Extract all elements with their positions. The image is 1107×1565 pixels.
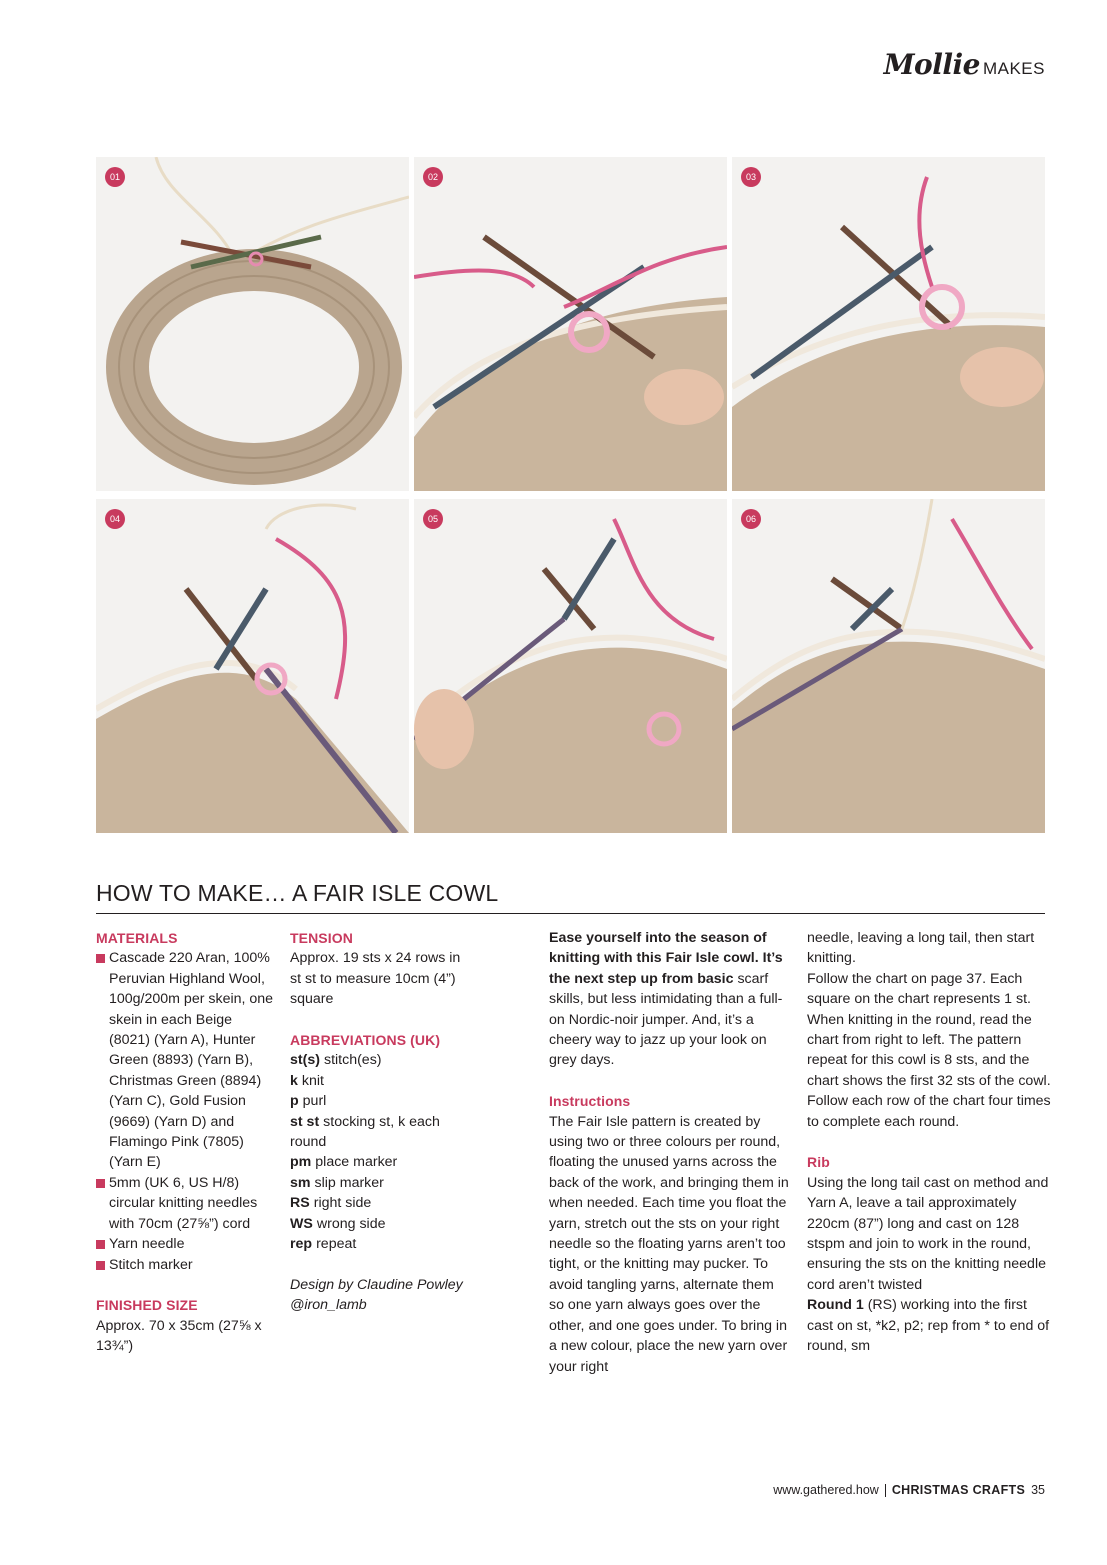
knitting-marker-illustration xyxy=(732,157,1045,491)
title-divider xyxy=(96,913,1045,914)
materials-item: Yarn needle xyxy=(96,1234,276,1254)
step-number-badge: 06 xyxy=(741,509,761,529)
materials-heading: MATERIALS xyxy=(96,930,178,946)
materials-item: 5mm (UK 6, US H/8) circular knitting needles with 70cm (27⅝”) cord xyxy=(96,1173,276,1234)
abbreviation-item: pm place marker xyxy=(290,1154,398,1171)
knitting-float-illustration xyxy=(414,499,727,833)
abbreviation-item: st(s) stitch(es) xyxy=(290,1052,382,1069)
tension-heading: TENSION xyxy=(290,930,353,946)
materials-column xyxy=(96,928,276,1357)
page-number: 35 xyxy=(1031,1483,1045,1497)
abbreviation-item: rep repeat xyxy=(290,1236,357,1253)
finished-size-heading: FINISHED SIZE xyxy=(96,1297,198,1314)
materials-item: Cascade 220 Aran, 100% Peruvian Highland Wool, 100g/200m per skein, one skein in each Beige (8021) (Yarn A), Hunter Green (8893) (Yarn B), Christmas Green (8894) (Yarn C), Gold Fusion (9669) (Yarn D) and Flamingo Pink (7805) (Yarn E) xyxy=(96,948,276,1172)
step-photo-05 xyxy=(414,499,727,833)
instructions-paragraph-2: Follow the chart on page 37. Each square on the chart represents 1 st. When knitting in the round, read the chart from right to left. The pattern repeat for this cowl is 8 sts, and the chart shows the first 32 sts of the cowl. Follow each row of the chart four times to complete each round. xyxy=(807,970,1051,1130)
instructions-paragraph-1: The Fair Isle pattern is created by using two or three colours per round, floating the unused yarns across the back of the work, and bringing them in when needed. Each time you float the yarn, stretch out the sts on your right needle so the floating yarns aren’t too tight, or the knitting may pucker. To avoid tangling yarns, alternate them so one yarn always goes over the other, and one goes under. To bring in a new colour, place the new yarn over your right xyxy=(549,1113,789,1375)
step-number-badge: 01 xyxy=(105,167,125,187)
brand-logo xyxy=(884,48,1045,81)
instructions-continuation: needle, leaving a long tail, then start knitting. xyxy=(807,930,1035,967)
knitting-ring-illustration xyxy=(96,157,409,491)
abbreviation-item: WS wrong side xyxy=(290,1215,386,1232)
step-number-badge: 05 xyxy=(423,509,443,529)
rib-column xyxy=(807,928,1052,1357)
page-footer xyxy=(773,1483,1045,1497)
materials-item: Stitch marker xyxy=(96,1255,276,1275)
instructions-heading: Instructions xyxy=(549,1093,631,1110)
step-number-badge: 02 xyxy=(423,167,443,187)
knitting-yarn-illustration xyxy=(96,499,409,833)
design-credit: Design by Claudine Powley @iron_lamb xyxy=(290,1276,463,1314)
step-number-badge: 03 xyxy=(741,167,761,187)
finished-size-text: Approx. 70 x 35cm (27⅝ x 13¾”) xyxy=(96,1317,262,1355)
step-photo-03 xyxy=(732,157,1045,491)
footer-separator xyxy=(885,1484,886,1497)
rib-paragraph: Using the long tail cast on method and Yarn A, leave a tail approximately 220cm (87”) long and cast on 128 stspm and join to work in the round, ensuring the sts on the knitting needle cord aren’t twisted xyxy=(807,1174,1049,1293)
step-number-badge: 04 xyxy=(105,509,125,529)
step-photo-grid xyxy=(96,157,1045,833)
page-title: HOW TO MAKE… A FAIR ISLE COWL xyxy=(96,880,499,906)
knitting-needles-illustration xyxy=(414,157,727,491)
intro-paragraph: Ease yourself into the season of knitting with this Fair Isle cowl. It’s the next step up from basic scarf skills, but less intimidating than a full-on Nordic-noir jumper. And, it’s a cheery way to jazz up your look on grey days. xyxy=(549,930,783,1069)
rib-heading: Rib xyxy=(807,1154,830,1171)
abbreviation-item: p purl xyxy=(290,1093,327,1110)
brand-word: MAKES xyxy=(982,59,1045,78)
tension-text: Approx. 19 sts x 24 rows in st st to measure 10cm (4”) square xyxy=(290,950,461,1008)
footer-url: www.gathered.how xyxy=(773,1483,879,1497)
step-photo-02 xyxy=(414,157,727,491)
abbreviations-heading: ABBREVIATIONS (UK) xyxy=(290,1032,441,1049)
abbreviation-item: sm slip marker xyxy=(290,1174,384,1191)
abbreviation-item: k knit xyxy=(290,1072,324,1089)
tension-column xyxy=(290,928,465,1316)
step-photo-04 xyxy=(96,499,409,833)
step-photo-06 xyxy=(732,499,1045,833)
footer-section: CHRISTMAS CRAFTS xyxy=(891,1483,1026,1497)
brand-script: Mollie xyxy=(883,48,980,81)
knitting-colour-illustration xyxy=(732,499,1045,833)
abbreviation-item: RS right side xyxy=(290,1195,372,1212)
step-photo-01 xyxy=(96,157,409,491)
instructions-column xyxy=(549,928,789,1377)
abbreviation-item: st st stocking st, k each round xyxy=(290,1113,440,1151)
rib-round-1: Round 1 (RS) working into the first cast on st, *k2, p2; rep from * to end of round, sm xyxy=(807,1297,1050,1355)
